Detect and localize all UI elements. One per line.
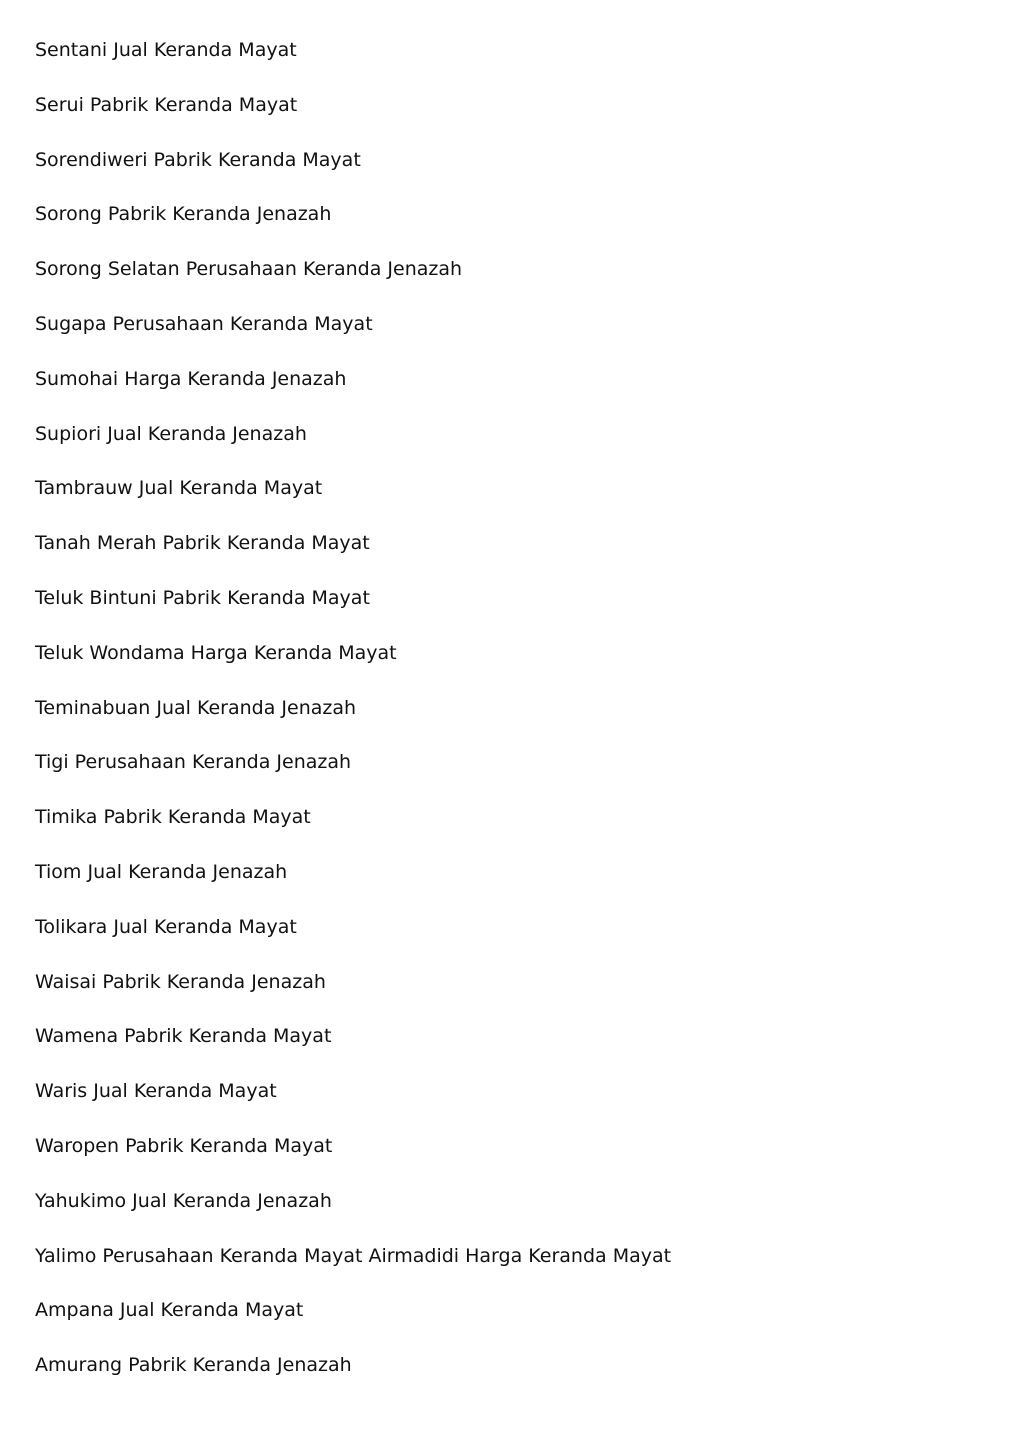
list-item: Timika Pabrik Keranda Mayat [35, 806, 311, 829]
list-item: Tanah Merah Pabrik Keranda Mayat [35, 532, 370, 555]
list-item: Teluk Wondama Harga Keranda Mayat [35, 641, 397, 664]
list-item: Wamena Pabrik Keranda Mayat [35, 1025, 332, 1048]
list-item: Tiom Jual Keranda Jenazah [35, 860, 288, 883]
list-item: Ampana Jual Keranda Mayat [35, 1299, 304, 1322]
list-item: Serui Pabrik Keranda Mayat [35, 93, 298, 116]
list-item: Sugapa Perusahaan Keranda Mayat [35, 312, 373, 335]
list-item: Waisai Pabrik Keranda Jenazah [35, 970, 326, 993]
list-item: Sentani Jual Keranda Mayat [35, 39, 297, 61]
list-item: Waris Jual Keranda Mayat [35, 1080, 277, 1103]
list-item: Yalimo Perusahaan Keranda Mayat Airmadidi Harga Keranda Mayat [35, 1244, 672, 1267]
text-list [35, 36, 671, 1406]
list-item: Tambrauw Jual Keranda Mayat [35, 477, 323, 500]
list-item: Teminabuan Jual Keranda Jenazah [35, 696, 357, 719]
list-item: Supiori Jual Keranda Jenazah [35, 422, 307, 445]
list-item: Tolikara Jual Keranda Mayat [35, 915, 297, 938]
list-item: Tigi Perusahaan Keranda Jenazah [35, 751, 352, 774]
list-item: Yahukimo Jual Keranda Jenazah [35, 1189, 332, 1212]
list-item: Teluk Bintuni Pabrik Keranda Mayat [35, 586, 370, 609]
list-item: Sorong Selatan Perusahaan Keranda Jenazah [35, 258, 463, 281]
list-item: Waropen Pabrik Keranda Mayat [35, 1134, 333, 1157]
list-item: Sorong Pabrik Keranda Jenazah [35, 203, 332, 226]
list-item: Amurang Pabrik Keranda Jenazah [35, 1354, 352, 1377]
list-item: Sumohai Harga Keranda Jenazah [35, 367, 347, 390]
list-item: Sorendiweri Pabrik Keranda Mayat [35, 148, 361, 171]
